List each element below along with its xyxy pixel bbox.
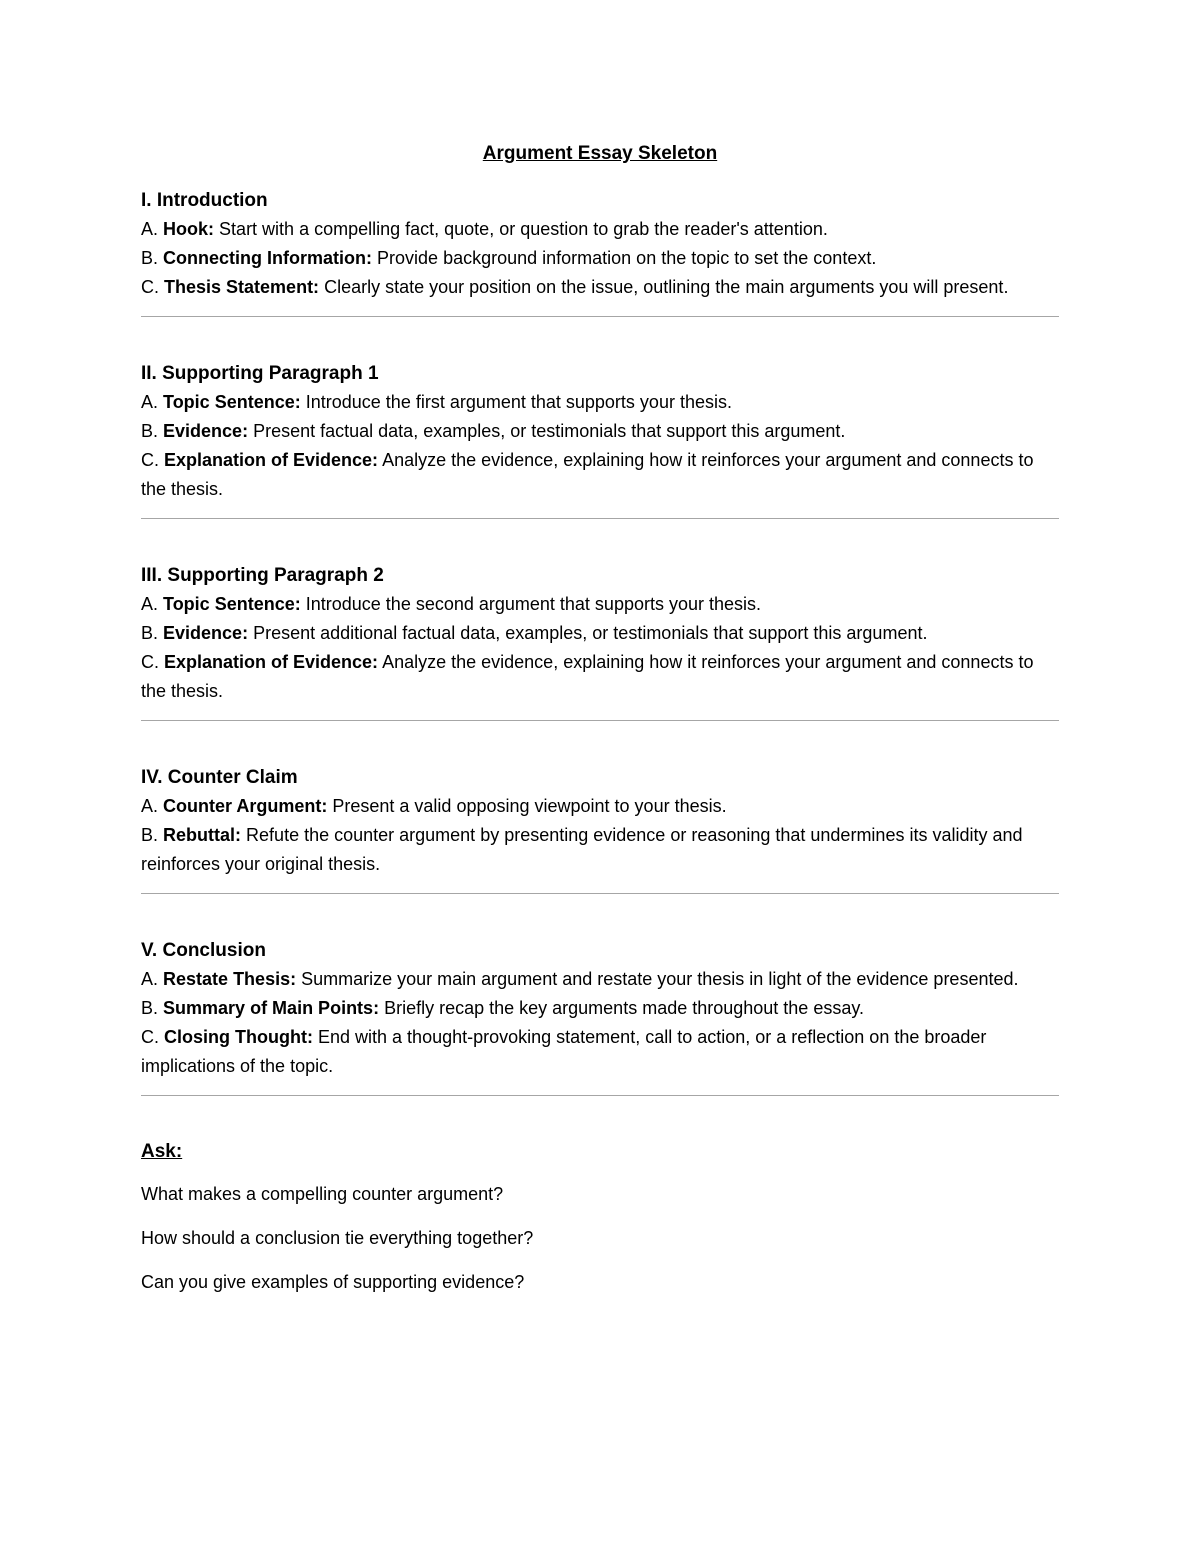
section-heading: I. Introduction [141,190,268,211]
outline-item [141,244,1059,273]
section-divider [141,518,1059,519]
item-text: End with a thought-provoking statement, call to action, or a reflection on the broader implications of the topic. [141,1027,987,1076]
item-letter: B. [141,248,159,268]
ask-heading: Ask: [141,1141,183,1162]
item-term: Topic Sentence: [163,392,301,412]
item-letter: C. [141,652,159,672]
item-text: Introduce the second argument that supports your thesis. [305,594,762,614]
section-divider [141,893,1059,894]
outline-item [141,994,1059,1023]
outline-item [141,619,1059,648]
section-heading: II. Supporting Paragraph 1 [141,363,379,384]
outline-item [141,648,1059,706]
item-text: Present factual data, examples, or testimonials that support this argument. [253,421,846,441]
item-term: Evidence: [163,623,249,643]
outline-item [141,273,1059,302]
ask-question: Can you give examples of supporting evidence? [141,1272,525,1292]
item-text: Provide background information on the topic to set the context. [377,248,877,268]
section-conclusion [141,936,1059,1081]
section-introduction [141,186,1059,302]
item-letter: C. [141,450,159,470]
item-letter: A. [141,219,159,239]
item-letter: B. [141,998,159,1018]
item-term: Hook: [163,219,215,239]
item-term: Closing Thought: [164,1027,313,1047]
outline-item [141,792,1059,821]
outline-item [141,215,1059,244]
item-text: Start with a compelling fact, quote, or question to grab the reader's attention. [219,219,828,239]
item-letter: B. [141,825,159,845]
section-heading: IV. Counter Claim [141,767,298,788]
section-divider [141,316,1059,317]
item-letter: A. [141,594,159,614]
item-term: Explanation of Evidence: [164,450,379,470]
item-text: Clearly state your position on the issue, outlining the main arguments you will present. [324,277,1009,297]
outline-item [141,417,1059,446]
outline-item [141,1023,1059,1081]
ask-question: What makes a compelling counter argument? [141,1184,504,1204]
item-term: Connecting Information: [163,248,373,268]
outline-item [141,446,1059,504]
item-text: Summarize your main argument and restate your thesis in light of the evidence presented. [301,969,1019,989]
item-letter: C. [141,277,159,297]
section-heading: III. Supporting Paragraph 2 [141,565,384,586]
item-letter: A. [141,796,159,816]
outline-item [141,965,1059,994]
item-letter: B. [141,623,159,643]
section-counter-claim [141,763,1059,879]
item-term: Summary of Main Points: [163,998,380,1018]
item-text: Present additional factual data, examples, or testimonials that support this argument. [253,623,928,643]
item-term: Explanation of Evidence: [164,652,379,672]
outline-item [141,388,1059,417]
item-letter: B. [141,421,159,441]
item-text: Introduce the first argument that supports your thesis. [305,392,732,412]
section-heading: V. Conclusion [141,940,266,961]
document-title: Argument Essay Skeleton [482,143,718,164]
item-text: Analyze the evidence, explaining how it reinforces your argument and connects to the thesis. [141,450,1034,499]
section-supporting-paragraph-1 [141,359,1059,504]
item-term: Rebuttal: [163,825,242,845]
item-text: Refute the counter argument by presenting evidence or reasoning that undermines its validity and reinforces your original thesis. [141,825,1023,874]
section-divider [141,720,1059,721]
section-divider [141,1095,1059,1096]
item-term: Evidence: [163,421,249,441]
item-text: Briefly recap the key arguments made throughout the essay. [384,998,865,1018]
item-term: Topic Sentence: [163,594,301,614]
ask-section [141,1138,1059,1296]
item-letter: A. [141,392,159,412]
item-text: Analyze the evidence, explaining how it reinforces your argument and connects to the thesis. [141,652,1034,701]
document-body [141,140,1059,1312]
ask-question: How should a conclusion tie everything together? [141,1228,534,1248]
item-text: Present a valid opposing viewpoint to your thesis. [332,796,727,816]
outline-item [141,821,1059,879]
item-term: Restate Thesis: [163,969,297,989]
section-supporting-paragraph-2 [141,561,1059,706]
item-term: Counter Argument: [163,796,328,816]
item-letter: C. [141,1027,159,1047]
item-letter: A. [141,969,159,989]
outline-item [141,590,1059,619]
item-term: Thesis Statement: [164,277,320,297]
